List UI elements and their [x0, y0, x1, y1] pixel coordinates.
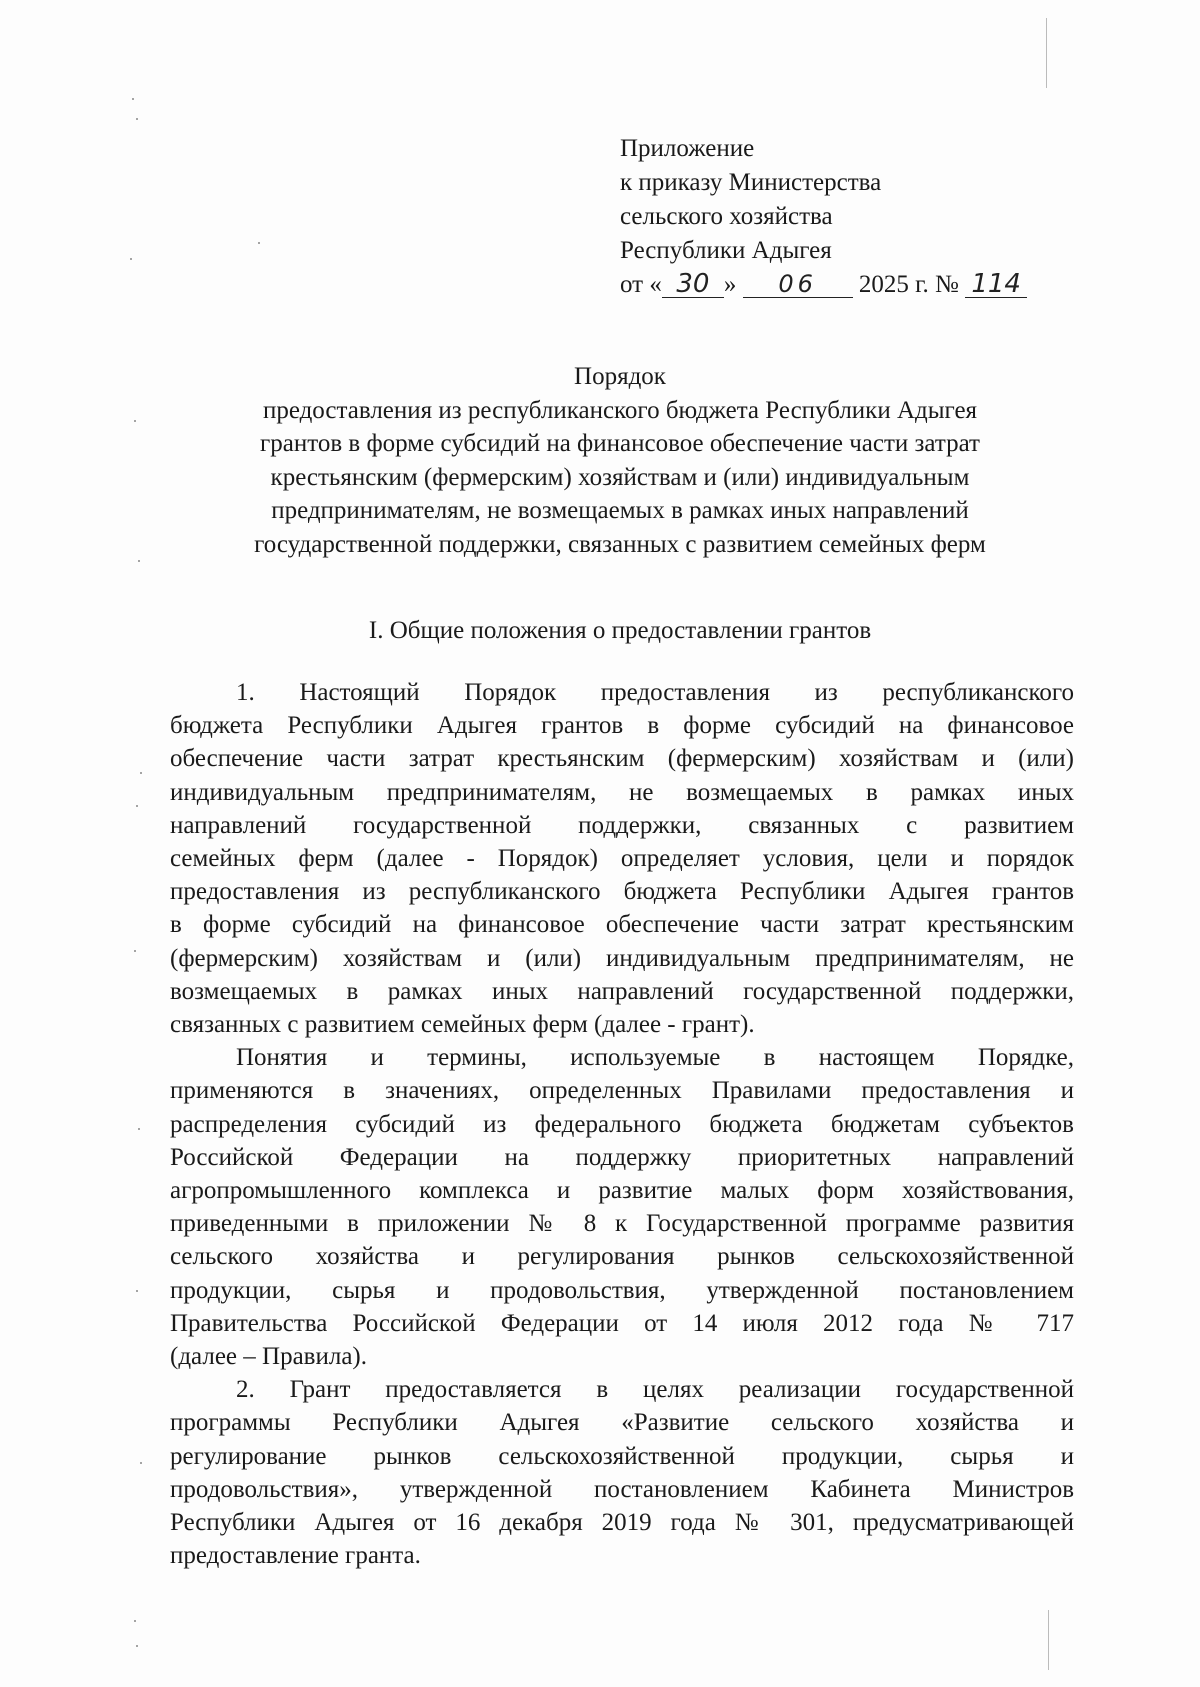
text-line: продовольствия», утвержденной постановлением Кабинета Министров [170, 1475, 1074, 1503]
text-line: обеспечение части затрат крестьянским (фермерским) хозяйствам и (или) [170, 745, 1074, 773]
paragraph-3 [170, 1373, 1074, 1572]
scan-speck [130, 258, 132, 260]
scan-speck [140, 1462, 142, 1464]
scan-speck [134, 950, 136, 952]
scan-speck [140, 772, 142, 774]
title-line: крестьянским (фермерским) хозяйствам и (или) индивидуальным [270, 463, 970, 491]
handwritten-day: 30 [662, 271, 724, 298]
text-line: связанных с развитием семейных ферм (далее - грант). [170, 1011, 755, 1039]
text-line: предоставление гранта. [170, 1542, 421, 1570]
text-line: программы Республики Адыгея «Развитие сельского хозяйства и [170, 1409, 1074, 1437]
text-line: возмещаемых в рамках иных направлений государственной поддержки, [170, 977, 1074, 1005]
date-separator: » [723, 271, 737, 298]
section-heading: I. Общие положения о предоставлении грантов [368, 617, 872, 644]
scan-speck [136, 805, 138, 807]
scan-speck [136, 118, 138, 120]
paragraph-2 [170, 1041, 1074, 1373]
appendix-date-line [620, 268, 1060, 302]
scan-speck [136, 1290, 138, 1292]
title-line: грантов в форме субсидий на финансовое обеспечение части затрат [260, 430, 980, 457]
text-line: направлений государственной поддержки, связанных с развитием [170, 811, 1074, 839]
text-line: Правительства Российской Федерации от 14 июля 2012 года № 717 [170, 1309, 1074, 1337]
text-line: Республики Адыгея от 16 декабря 2019 года № 301, предусматривающей [170, 1509, 1074, 1537]
text-line: предоставления из республиканского бюджета Республики Адыгея грантов [170, 878, 1074, 906]
text-line: приведенными в приложении № 8 к Государственной программе развития [170, 1210, 1074, 1238]
text-line: регулирование рынков сельскохозяйственной продукции, сырья и [170, 1442, 1074, 1470]
handwritten-order-number: 114 [965, 271, 1027, 298]
text-line: бюджета Республики Адыгея грантов в форме субсидий на финансовое [170, 712, 1074, 740]
appendix-title: Приложение [620, 135, 755, 162]
text-line: (фермерским) хозяйствам и (или) индивидуальным предпринимателям, не [170, 944, 1074, 972]
appendix-block [620, 132, 1060, 302]
text-line: Понятия и термины, используемые в настоящем Порядке, [236, 1044, 1074, 1072]
text-line: распределения субсидий из федерального бюджета бюджетам субъектов [170, 1110, 1074, 1138]
scan-speck [138, 1128, 140, 1130]
date-year: 2025 г. № [858, 271, 959, 298]
scan-speck [134, 1620, 136, 1622]
appendix-line: Республики Адыгея [620, 237, 832, 264]
handwritten-month: 06 [743, 271, 853, 298]
text-line: индивидуальным предпринимателям, не возмещаемых в рамках иных [170, 778, 1074, 806]
text-line: продукции, сырья и продовольствия, утвержденной постановлением [170, 1276, 1074, 1304]
scan-speck [138, 560, 140, 562]
document-title [160, 360, 1080, 561]
title-line: государственной поддержки, связанных с развитием семейных ферм [254, 530, 986, 558]
text-line: Российской Федерации на поддержку приоритетных направлений [170, 1143, 1074, 1171]
paragraph-1 [170, 676, 1074, 1041]
appendix-line: к приказу Министерства [620, 169, 882, 196]
scan-edge-mark [1048, 1610, 1049, 1670]
text-line: в форме субсидий на финансовое обеспечение части затрат крестьянским [170, 911, 1074, 939]
text-line: 2. Грант предоставляется в целях реализации государственной [236, 1376, 1074, 1404]
text-line: (далее – Правила). [170, 1343, 368, 1371]
title-line: предпринимателям, не возмещаемых в рамках иных направлений [271, 497, 969, 524]
text-line: агропромышленного комплекса и развитие малых форм хозяйствования, [170, 1177, 1074, 1205]
scan-edge-mark [1046, 18, 1047, 88]
text-line: семейных ферм (далее - Порядок) определяет условия, цели и порядок [170, 845, 1074, 873]
text-line: 1. Настоящий Порядок предоставления из республиканского [236, 679, 1074, 706]
document-body [170, 676, 1074, 1572]
date-prefix: от « [620, 271, 662, 298]
title-heading: Порядок [574, 363, 666, 390]
appendix-line: сельского хозяйства [620, 203, 833, 230]
title-line: предоставления из республиканского бюджета Республики Адыгея [262, 396, 978, 424]
scan-speck [134, 420, 136, 422]
scan-speck [132, 98, 134, 100]
scan-speck [136, 1645, 138, 1647]
text-line: применяются в значениях, определенных Правилами предоставления и [170, 1077, 1074, 1105]
text-line: сельского хозяйства и регулирования рынков сельскохозяйственной [170, 1243, 1074, 1271]
scan-speck [258, 242, 260, 244]
